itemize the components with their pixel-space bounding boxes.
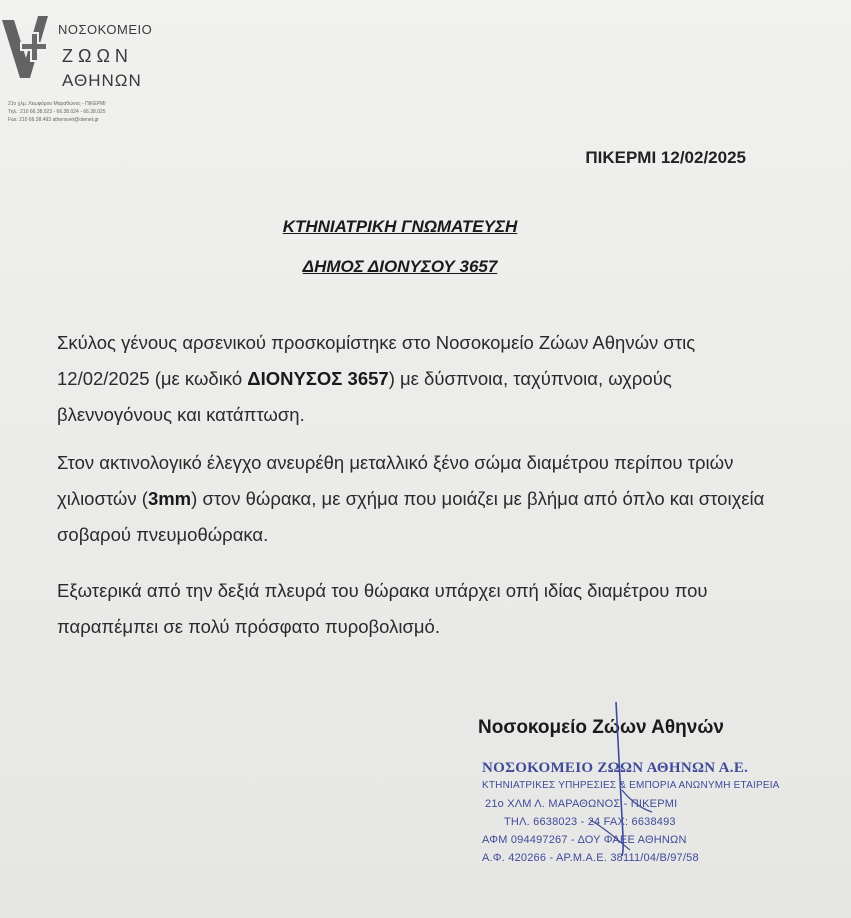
letterhead-line1: ΝΟΣΟΚΟΜΕΙΟ: [58, 22, 153, 37]
paragraph-1-text: Σκύλος γένους αρσενικού προσκομίστηκε στο Νοσοκομείο Ζώων Αθηνών στις 12/02/2025 (με κωδικό: [57, 332, 696, 389]
letterhead-address-line: Fax: 210 66.38.493 athensvet@otenet.gr: [8, 117, 99, 123]
paragraph-3: Εξωτερικά από την δεξιά πλευρά του θώρακα υπάρχει οπή ιδίας διαμέτρου που παραπέμπει σε πολύ πρόσφατο πυροβολισμό.: [57, 580, 708, 637]
stamp-line: 21ο ΧΛΜ Λ. ΜΑΡΑΘΩΝΟΣ - ΠΙΚΕΡΜΙ: [485, 798, 678, 810]
stamp-line: ΝΟΣΟΚΟΜΕΙΟ ΖΩΩΝ ΑΘΗΝΩΝ Α.Ε.: [482, 760, 749, 776]
document-subtitle: ΔΗΜΟΣ ΔΙΟΝΥΣΟΥ 3657: [302, 257, 498, 276]
letterhead-line3: ΑΘΗΝΩΝ: [62, 71, 142, 90]
paragraph-1: [57, 325, 777, 433]
paragraph-2-text: Στον ακτινολογικό έλεγχο ανευρέθη μεταλλικό ξένο σώμα διαμέτρου περίπου τριών χιλιοστών (: [57, 452, 734, 509]
hospital-logo-icon: [0, 12, 50, 86]
stamp-line: ΤΗΛ. 6638023 - 24 FAX: 6638493: [504, 816, 676, 828]
paragraph-1-text-end: ) με δύσπνοια, ταχύπνοια, ωχρούς βλεννογόνους και κατάπτωση.: [57, 368, 672, 425]
foreign-body-size: 3mm: [147, 488, 192, 509]
stamp-line: ΚΤΗΝΙΑΤΡΙΚΕΣ ΥΠΗΡΕΣΙΕΣ & ΕΜΠΟΡΙΑ ΑΝΩΝΥΜΗ ΕΤΑΙΡΕΙΑ: [482, 780, 780, 791]
case-code: ΔΙΟΝΥΣΟΣ 3657: [247, 368, 389, 389]
stamp-line: Α.Φ. 420266 - ΑΡ.Μ.Α.Ε. 38111/04/Β/97/58: [482, 852, 699, 864]
letterhead-address-line: Τηλ.: 210 66.38.023 - 66.38.024 - 66.38.025: [8, 109, 106, 115]
letterhead-address-line: 21ο χλμ. Λεωφόρου Μαραθώνος - ΠΙΚΕΡΜΙ: [8, 101, 106, 107]
document-title: ΚΤΗΝΙΑΤΡΙΚΗ ΓΝΩΜΑΤΕΥΣΗ: [282, 217, 518, 236]
signature-mark: [560, 700, 670, 860]
letterhead-logo: [0, 8, 153, 128]
signer-name: Νοσοκομείο Ζώων Αθηνών: [478, 717, 724, 738]
paragraph-2-text-end: ) στον θώρακα, με σχήμα που μοιάζει με βλήμα από όπλο και στοιχεία σοβαρού πνευμοθώρακα.: [57, 488, 765, 545]
letterhead-line2: ΖΩΩΝ: [62, 46, 133, 66]
date-line: ΠΙΚΕΡΜΙ 12/02/2025: [585, 148, 746, 167]
stamp-line: ΑΦΜ 094497267 - ΔΟΥ ΦΑΕΕ ΑΘΗΝΩΝ: [482, 834, 687, 846]
letterhead-address: [8, 100, 148, 124]
paragraph-2: [57, 445, 777, 553]
